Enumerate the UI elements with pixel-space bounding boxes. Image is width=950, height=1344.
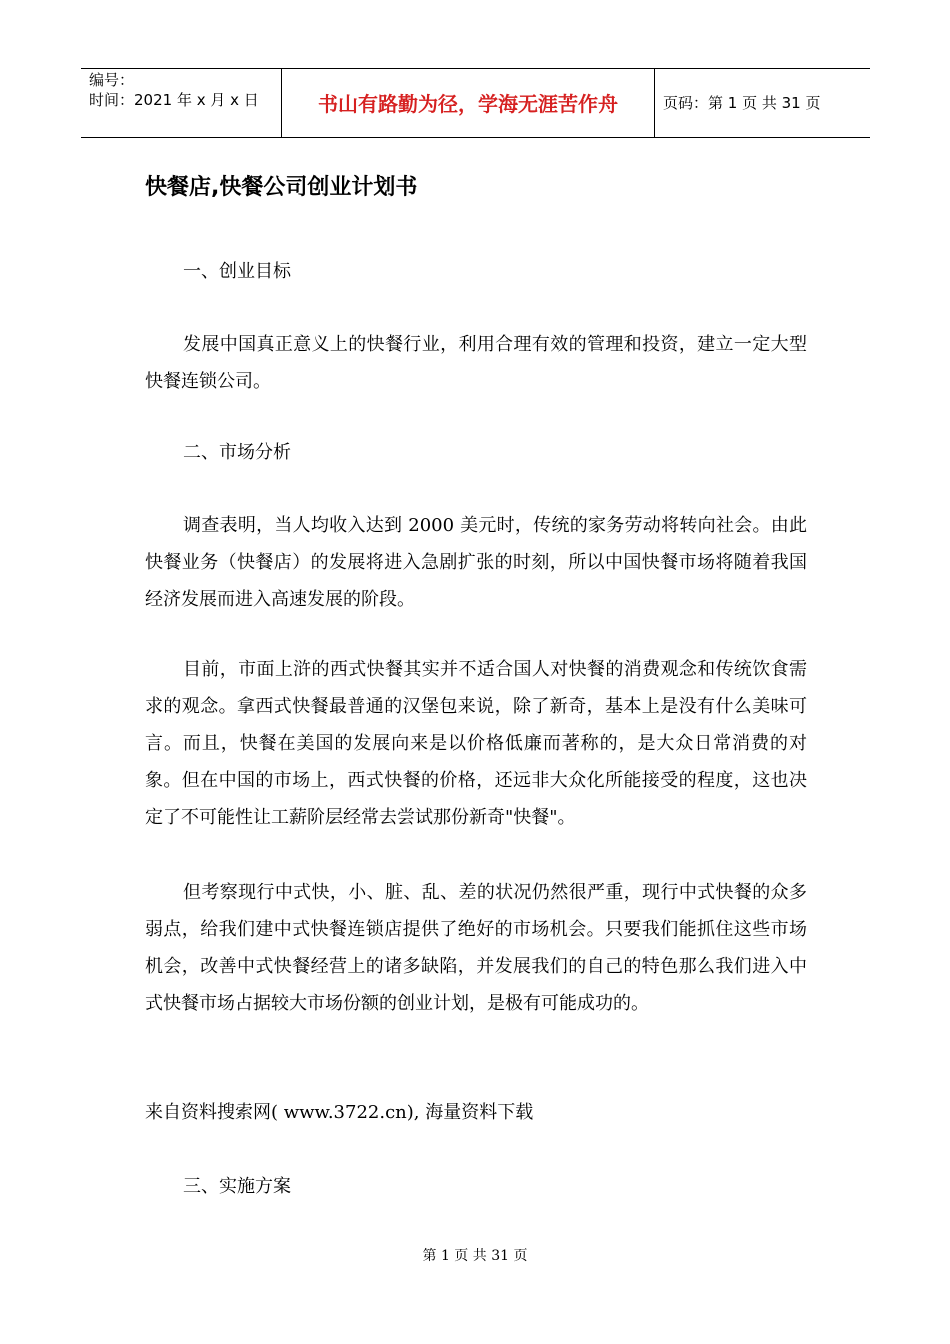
paragraph-market-2: 目前，市面上浒的西式快餐其实并不适合国人对快餐的消费观念和传统饮食需求的观念。拿西式快餐最普通的汉堡包来说，除了新奇，基本上是没有什么美味可言。而且，快餐在美国的发展向来是以价格低廉而著称的，是大众日常消费的对象。但在中国的市场上，西式快餐的价格，还远非大众化所能接受的程度，这也决定了不可能性让工薪阶层经常去尝试那份新奇"快餐"。 xyxy=(145,659,807,828)
section-heading-goals: 一、创业目标 xyxy=(183,261,291,282)
header-page-info: 页码：第 1 页 共 31 页 xyxy=(663,94,821,112)
document-number-label: 编号： xyxy=(89,71,135,89)
header-motto: 书山有路勤为径，学海无涯苦作舟 xyxy=(318,92,618,116)
document-header xyxy=(81,68,870,138)
header-meta-cell xyxy=(81,69,282,137)
section-heading-implementation: 三、实施方案 xyxy=(183,1176,291,1197)
paragraph-market-1: 调查表明，当人均收入达到 2000 美元时，传统的家务劳动将转向社会。由此快餐业务（快餐店）的发展将进入急剧扩张的时刻，所以中国快餐市场将随着我国经济发展而进入高速发展的阶段。 xyxy=(145,515,807,610)
page-footer-number: 第 1 页 共 31 页 xyxy=(422,1248,528,1264)
header-page-cell xyxy=(655,69,870,137)
paragraph-market-3: 但考察现行中式快，小、脏、乱、差的状况仍然很严重，现行中式快餐的众多弱点，给我们建中式快餐连锁店提供了绝好的市场机会。只要我们能抓住这些市场机会，改善中式快餐经营上的诸多缺陷，并发展我们的自己的特色那么我们进入中式快餐市场占据较大市场份额的创业计划，是极有可能成功的。 xyxy=(145,882,807,1014)
section-heading-market-analysis: 二、市场分析 xyxy=(183,442,291,463)
header-motto-cell xyxy=(282,69,655,137)
document-title: 快餐店,快餐公司创业计划书 xyxy=(145,175,418,200)
document-date: 时间：2021 年 x 月 x 日 xyxy=(89,91,259,109)
paragraph-goals: 发展中国真正意义上的快餐行业，利用合理有效的管理和投资，建立一定大型快餐连锁公司。 xyxy=(145,334,807,392)
source-note: 来自资料搜索网( www.3722.cn), 海量资料下载 xyxy=(145,1102,534,1123)
